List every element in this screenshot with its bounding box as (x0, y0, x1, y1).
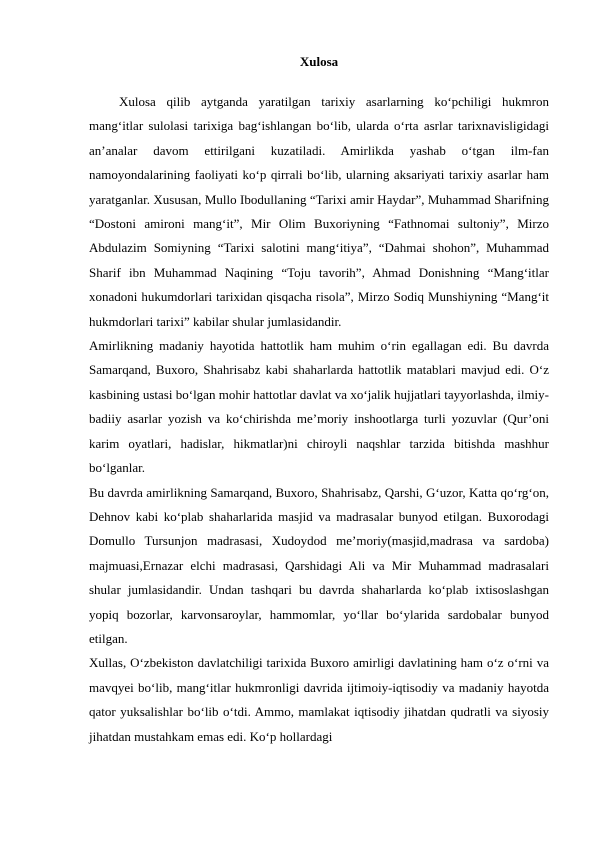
paragraph-summary: Xullas, O‘zbekiston davlatchiligi tarixida Buxoro amirligi davlatining ham o‘z o‘rni va mavqyei bo‘lib, mang‘itlar hukmronligi davrida ijtimoiy-iqtisodiy va madaniy hayotda qator yuksalishlar bo‘lib o‘tdi. Ammo, mamlakat iqtisodiy jihatdan qudratli va siyosiy jihatdan mustahkam emas edi. Ko‘p hollardagi (89, 655, 549, 744)
document-title: Xulosa (299, 54, 339, 69)
paragraph-conclusion-intro: Xulosa qilib aytganda yaratilgan tarixiy asarlarning ko‘pchiligi hukmron mang‘itlar sulolasi tarixiga bag‘ishlangan bo‘lib, ularda o‘rta asrlar tarixnavisligidagi an’analar davom ettirilgani kuzatiladi. Amirlikda yashab o‘tgan ilm-fan namoyondalarining faoliyati ko‘p qirrali bo‘lib, ularning aksariyati tarixiy asarlar ham yaratganlar. Xususan, Mullo Ibodullaning “Tarixi amir Haydar”, Muhammad Sharifning “Dostoni amironi mang‘it”, Mir Olim Buxoriyning “Fathnomai sultoniy”, Mirzo Abdulazim Somiyning “Tarixi salotini mang‘itiya”, “Dahmai shohon”, Muhammad Sharif ibn Muhammad Naqining “Toju tavorih”, Ahmad Donishning “Mang‘itlar xonadoni hukumdorlari tarixidan qisqacha risola”, Mirzo Sodiq Munshiyning “Mang‘it hukmdorlari tarixi” kabilar shular jumlasidandir. (89, 94, 549, 329)
document-page (89, 52, 549, 749)
paragraph-calligraphy: Amirlikning madaniy hayotida hattotlik ham muhim o‘rin egallagan edi. Bu davrda Samarqand, Buxoro, Shahrisabz kabi shaharlarda hattotlik matablari mavjud edi. O‘z kasbining ustasi bo‘lgan mohir hattotlar davlat va xo‘jalik hujjatlari tayyorlashda, ilmiy-badiiy asarlar yozish va ko‘chirishda me’moriy inshootlarga turli yozuvlar (Qur’oni karim oyatlari, hadislar, hikmatlar)ni chiroyli naqshlar tarzida bitishda mashhur bo‘lganlar. (89, 338, 549, 476)
paragraph-architecture: Bu davrda amirlikning Samarqand, Buxoro, Shahrisabz, Qarshi, G‘uzor, Katta qo‘rg‘on, Dehnov kabi ko‘plab shaharlarida masjid va madrasalar bunyod etilgan. Buxorodagi Domullo Tursunjon madrasasi, Xudoydod me’moriy(masjid,madrasa va sardoba) majmuasi,Ernazar elchi madrasasi, Qarshidagi Ali va Mir Muhammad madrasalari shular jumlasidandir. Undan tashqari bu davrda shaharlarda ko‘plab ixtisoslashgan yopiq bozorlar, karvonsaroylar, hammomlar, yo‘llar bo‘ylarida sardobalar bunyod etilgan. (89, 484, 549, 646)
